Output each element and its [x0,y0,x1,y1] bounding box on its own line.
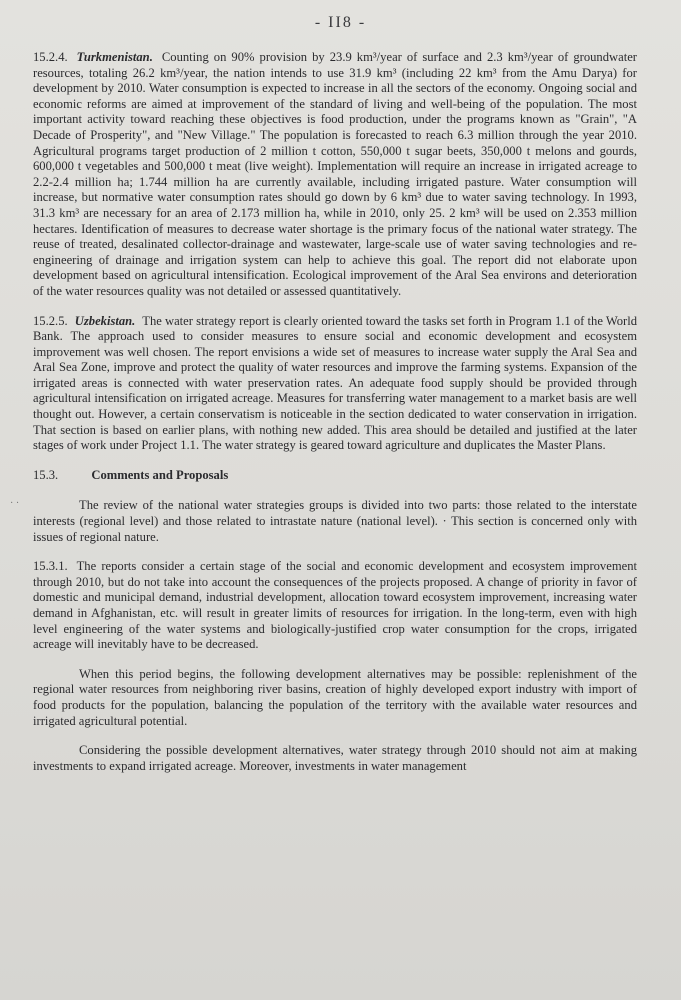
section-title: Comments and Proposals [91,467,229,482]
section-text: Counting on 90% provision by 23.9 km³/year of surface and 2.3 km³/year of groundwater resources, totaling 26.2 km³/year, the nation intends to use 31.9 km³ (including 22 km³ from the Amu Darya) for development by 2010. Water consumption is expected to increase in all the sectors of the economy. Ongoing social and economic reforms are aimed at improvement of the standard of living and well-being of the population. The most important activity toward reaching these objectives is food production, under the programs known as "Grain", "A Decade of Prosperity", and "New Village." The population is forecasted to reach 6.3 million through the year 2010. Agricultural programs target production of 2 million t cotton, 550,000 t sugar beets, 350,000 t melons and gourds, 600,000 t vegetables and 500,000 t meat (live weight). Implementation will require an increase in irrigated acreage to 2.2-2.4 million ha; 1.744 million ha are currently available, including irrigated pasture. Water consumption will increase, but normative water consumption rates should go down by 6 km³ due to water saving technology. In 1993, 31.3 km³ are necessary for an area of 2.173 million ha, while in 2010, only 25. 2 km³ will be used on 2.353 million hectares. Identification of measures to decrease water shortage is the primary focus of the national water strategy. The reuse of treated, desalinated collector-drainage and wastewater, large-scale use of water saving technologies and re-engineering of drainage and irrigation system can help to achieve this goal. The report did not elaborate upon development based on agricultural intensification. Ecological improvement of the Aral Sea environs and deterioration of the water resources quality was not detailed or assessed quantitatively. [33,50,637,298]
section-15-3-heading [33,468,637,484]
country-name: Turkmenistan. [76,50,153,64]
section-15-2-5 [33,314,637,454]
section-15-2-4 [33,50,637,300]
section-number: 15.2.5. [33,313,68,328]
section-number: 15.3.1. [33,559,68,574]
section-number: 15.3. [33,467,59,482]
section-15-3-intro: The review of the national water strategies groups is divided into two parts: those related to the interstate interests (regional level) and those related to intrastate nature (national level). · This section is concerned only with issues of regional nature. [33,498,637,544]
paragraph-water-strategy: Considering the possible development alternatives, water strategy through 2010 should not aim at making investments to expand irrigated acreage. Moreover, investments in water management [33,743,637,773]
section-15-3-1 [33,559,637,653]
paragraph-development-alternatives: When this period begins, the following development alternatives may be possible: replenishment of the regional water resources from neighboring river basins, creation of highly developed export industry with import of food products for the population, balancing the population of the territory with the available water resources and irrigated agricultural potential. [33,666,637,728]
page-body [33,50,637,788]
margin-mark: · · [10,498,20,509]
section-text: The water strategy report is clearly oriented toward the tasks set forth in Program 1.1 of the World Bank. The approach used to consider measures to ensure social and economic development and ecosystem improvement was well chosen. The report envisions a wide set of measures to increase water supply the Aral Sea and Aral Sea Zone, improve and protect the quality of water resources and improve the farming systems. Expansion of the irrigated areas is connected with water preservation rates. An adequate food supply should be provided through agricultural intensification on irrigated acreage. Measures for transferring water management to a market basis are well thought out. However, a certain conservatism is noticeable in the section dedicated to water conservation in irrigation. That section is based on earlier plans, with nothing new added. This area should be detailed and justified at the later stages of work under Project 1.1. The water strategy is geared toward agriculture and duplicates the Master Plans. [33,313,637,453]
country-name: Uzbekistan. [74,313,136,328]
page-number: - II8 - [314,14,367,31]
section-text: The reports consider a certain stage of the social and economic development and ecosystem improvement through 2010, but do not take into account the consequences of the projects proposed. A change of priority in favor of domestic and municipal demand, industrial development, allocation toward ecosystem improvement, increasing water demand in Afghanistan, etc. will result in greater limits of resources for irrigation. In the long-term, even with high level engineering of the water systems and biologically-justified crop water consumption for the crops, irrigated acreage will inevitably have to be decreased. [33,559,637,652]
section-number: 15.2.4. [33,50,68,64]
